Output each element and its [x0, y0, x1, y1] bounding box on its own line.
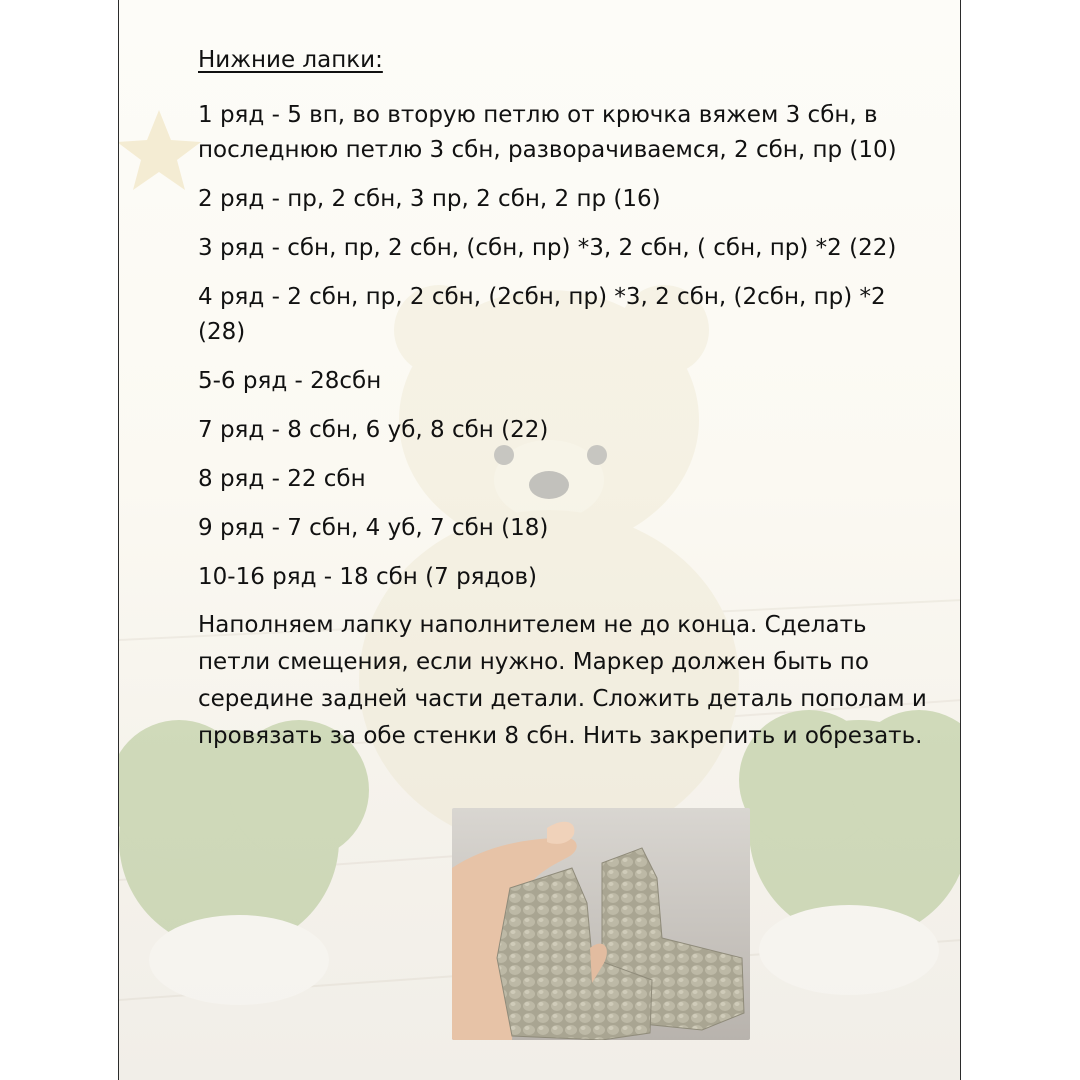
pattern-row: 8 ряд - 22 сбн: [198, 466, 366, 492]
section-title: Нижние лапки:: [198, 47, 383, 73]
pattern-row: 10-16 ряд - 18 сбн (7 рядов): [198, 564, 538, 590]
pattern-row: 1 ряд - 5 вп, во вторую петлю от крючка вяжем 3 сбн, в последнюю петлю 3 сбн, разворачиваемся, 2 сбн, пр (10): [198, 102, 897, 163]
pattern-content: [198, 44, 928, 755]
pattern-row: 7 ряд - 8 сбн, 6 уб, 8 сбн (22): [198, 417, 549, 443]
instructions-paragraph: Наполняем лапку наполнителем не до конца. Сделать петли смещения, если нужно. Маркер должен быть по середине задней части детали. Сложить деталь пополам и провязать за обе стенки 8 сбн. Нить закрепить и обрезать.: [198, 612, 927, 749]
booties-illustration: [452, 808, 750, 1040]
pattern-row: 9 ряд - 7 сбн, 4 уб, 7 сбн (18): [198, 515, 549, 541]
booties-photo: [452, 808, 750, 1040]
pattern-row: 4 ряд - 2 сбн, пр, 2 сбн, (2сбн, пр) *3, 2 сбн, (2сбн, пр) *2 (28): [198, 284, 886, 345]
pattern-row: 5-6 ряд - 28сбн: [198, 368, 382, 394]
pattern-row: 2 ряд - пр, 2 сбн, 3 пр, 2 сбн, 2 пр (16): [198, 186, 661, 212]
pattern-row: 3 ряд - сбн, пр, 2 сбн, (сбн, пр) *3, 2 сбн, ( сбн, пр) *2 (22): [198, 235, 897, 261]
pattern-rows-list: [198, 98, 928, 595]
